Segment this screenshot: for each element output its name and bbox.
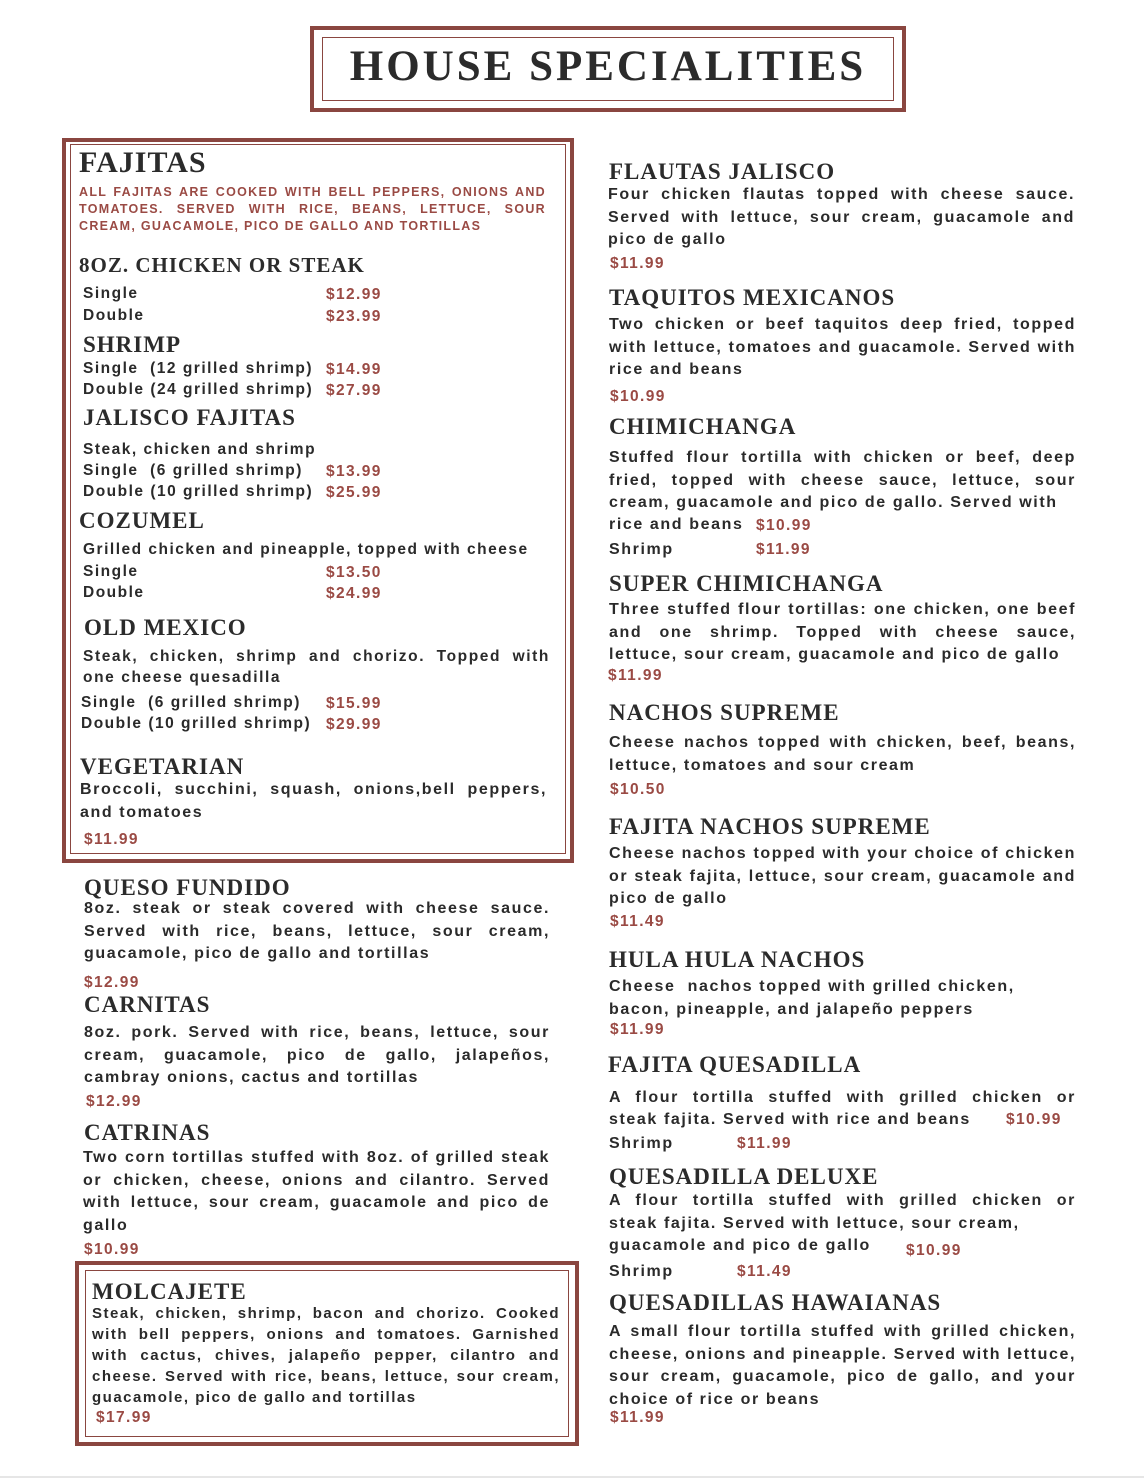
molcajete-heading: MOLCAJETE	[92, 1279, 247, 1304]
taquitos-price: $10.99	[610, 388, 666, 405]
fajita-nachos-desc: Cheese nachos topped with your choice of chicken or steak fajita, lettuce, sour cream, guacamole and pico de gallo	[609, 845, 1076, 907]
menu-row: Single (12 grilled shrimp) $14.99	[83, 360, 382, 378]
old-mexico-heading: OLD MEXICO	[84, 615, 247, 640]
menu-row: Single (6 grilled shrimp) $13.99	[83, 462, 382, 480]
fajita-quesadilla-price: $10.99	[1006, 1111, 1062, 1128]
hula-nachos-desc: Cheese nachos topped with grilled chicken, bacon, pineapple, and jalapeño peppers	[609, 978, 1021, 1018]
shrimp-heading: SHRIMP	[83, 332, 181, 357]
nachos-supreme-heading: NACHOS SUPREME	[609, 700, 840, 725]
quesadilla-deluxe-price: $10.99	[906, 1242, 962, 1259]
fajita-quesadilla-shrimp-label: Shrimp	[609, 1135, 674, 1152]
flautas-price: $11.99	[610, 255, 665, 272]
menu-row: Single (6 grilled shrimp) $15.99	[81, 694, 382, 712]
quesadillas-hawaianas-desc: A small flour tortilla stuffed with grilled chicken, cheese, onions and pineapple. Served with lettuce, sour cream, guacamole, pico de gallo, and your choice of rice or beans	[609, 1323, 1076, 1408]
fajita-quesadilla-desc-1: A flour tortilla stuffed with grilled chicken or	[609, 1089, 1076, 1106]
chimichanga-heading: CHIMICHANGA	[609, 414, 797, 439]
jalisco-fajitas-heading: JALISCO FAJITAS	[83, 405, 296, 430]
super-chimichanga-desc: Three stuffed flour tortillas: one chicken, one beef and one shrimp. Topped with cheese sauce, lettuce, sour cream, guacamole and pico de gallo	[609, 601, 1076, 663]
old-mexico-desc: Steak, chicken, shrimp and chorizo. Topped with one cheese quesadilla	[83, 648, 550, 686]
nachos-supreme-price: $10.50	[610, 781, 666, 798]
fajita-quesadilla-desc-2: steak fajita. Served with rice and beans	[609, 1111, 971, 1128]
fajitas-heading: FAJITAS	[79, 146, 207, 179]
fajita-nachos-heading: FAJITA NACHOS SUPREME	[609, 814, 931, 839]
flautas-heading: FLAUTAS JALISCO	[609, 159, 836, 184]
hula-nachos-price: $11.99	[610, 1021, 665, 1038]
jalisco-desc: Steak, chicken and shrimp	[83, 441, 317, 458]
fajita-nachos-price: $11.49	[610, 913, 665, 930]
quesadilla-deluxe-desc-last: guacamole and pico de gallo	[609, 1237, 871, 1254]
quesadilla-deluxe-shrimp-price: $11.49	[737, 1263, 792, 1280]
carnitas-heading: CARNITAS	[84, 992, 211, 1017]
menu-row: Single $13.50	[83, 563, 382, 581]
carnitas-desc: 8oz. pork. Served with rice, beans, lettuce, sour cream, guacamole, pico de gallo, jalapeños, cambray onions, cactus and tortillas	[84, 1024, 550, 1086]
molcajete-price: $17.99	[96, 1409, 152, 1426]
menu-row: Double (10 grilled shrimp) $29.99	[81, 715, 382, 733]
queso-fundido-desc: 8oz. steak or steak covered with cheese sauce. Served with rice, beans, lettuce, sour cream, guacamole, pico de gallo and tortillas	[84, 900, 550, 962]
menu-row: Double (24 grilled shrimp) $27.99	[83, 381, 382, 399]
hula-nachos-heading: HULA HULA NACHOS	[609, 947, 866, 972]
queso-fundido-heading: QUESO FUNDIDO	[84, 875, 291, 900]
taquitos-desc: Two chicken or beef taquitos deep fried, topped with lettuce, tomatoes and guacamole. Served with rice and beans	[609, 316, 1076, 378]
fajita-quesadilla-heading: FAJITA QUESADILLA	[608, 1052, 862, 1077]
chicken-steak-heading: 8OZ. CHICKEN OR STEAK	[79, 253, 365, 277]
cozumel-desc: Grilled chicken and pineapple, topped with cheese	[83, 541, 529, 558]
taquitos-heading: TAQUITOS MEXICANOS	[609, 285, 896, 310]
carnitas-price: $12.99	[86, 1093, 142, 1110]
vegetarian-heading: VEGETARIAN	[80, 754, 245, 779]
super-chimichanga-heading: SUPER CHIMICHANGA	[609, 571, 884, 596]
menu-row: Double $24.99	[83, 584, 382, 602]
page-bottom-edge	[0, 1476, 1144, 1478]
fajitas-note: ALL FAJITAS ARE COOKED WITH BELL PEPPERS, ONIONS AND TOMATOES. SERVED WITH RICE, BEANS, LETTUCE, SOUR CREAM, GUACAMOLE, PICO DE GALLO AND TORTILLAS	[79, 185, 546, 233]
molcajete-desc: Steak, chicken, shrimp, bacon and chorizo. Cooked with bell peppers, onions and tomatoes. Garnished with cactus, chives, jalapeño pepper, cilantro and cheese. Served with rice, beans, lettuce, sour cream, guacamole, pico de gallo and tortillas	[92, 1305, 560, 1406]
vegetarian-price: $11.99	[84, 831, 139, 848]
chimichanga-desc-last: rice and beans	[609, 516, 744, 533]
menu-row: Double $23.99	[83, 307, 382, 325]
chimichanga-price: $10.99	[756, 517, 812, 534]
queso-fundido-price: $12.99	[84, 974, 140, 991]
quesadilla-deluxe-shrimp-label: Shrimp	[609, 1263, 674, 1280]
quesadilla-deluxe-heading: QUESADILLA DELUXE	[609, 1164, 879, 1189]
menu-row: Single $12.99	[83, 285, 382, 303]
chimichanga-shrimp-label: Shrimp	[609, 541, 674, 558]
quesadilla-deluxe-desc: A flour tortilla stuffed with grilled chicken or steak fajita. Served with lettuce, sour cream,	[609, 1192, 1076, 1232]
quesadillas-hawaianas-heading: QUESADILLAS HAWAIANAS	[609, 1290, 942, 1315]
catrinas-desc: Two corn tortillas stuffed with 8oz. of grilled steak or chicken, cheese, onions and cilantro. Served with lettuce, sour cream, guacamole and pico de gallo	[83, 1149, 550, 1234]
nachos-supreme-desc: Cheese nachos topped with chicken, beef, beans, lettuce, tomatoes and sour cream	[609, 734, 1076, 774]
fajita-quesadilla-shrimp-price: $11.99	[737, 1135, 792, 1152]
catrinas-heading: CATRINAS	[84, 1120, 211, 1145]
flautas-desc: Four chicken flautas topped with cheese sauce. Served with lettuce, sour cream, guacamole and pico de gallo	[608, 186, 1075, 248]
catrinas-price: $10.99	[84, 1241, 140, 1258]
chimichanga-desc: Stuffed flour tortilla with chicken or beef, deep fried, topped with cheese sauce, lettuce, sour cream, guacamole and pico de gallo. Served with	[609, 449, 1076, 511]
chimichanga-shrimp-price: $11.99	[756, 541, 811, 558]
super-chimichanga-price: $11.99	[608, 667, 663, 684]
menu-row: Double (10 grilled shrimp) $25.99	[83, 483, 382, 501]
page-title: HOUSE SPECIALITIES	[349, 43, 867, 90]
quesadillas-hawaianas-price: $11.99	[610, 1409, 665, 1426]
vegetarian-desc: Broccoli, succhini, squash, onions,bell peppers, and tomatoes	[80, 781, 547, 821]
cozumel-heading: COZUMEL	[79, 508, 205, 533]
